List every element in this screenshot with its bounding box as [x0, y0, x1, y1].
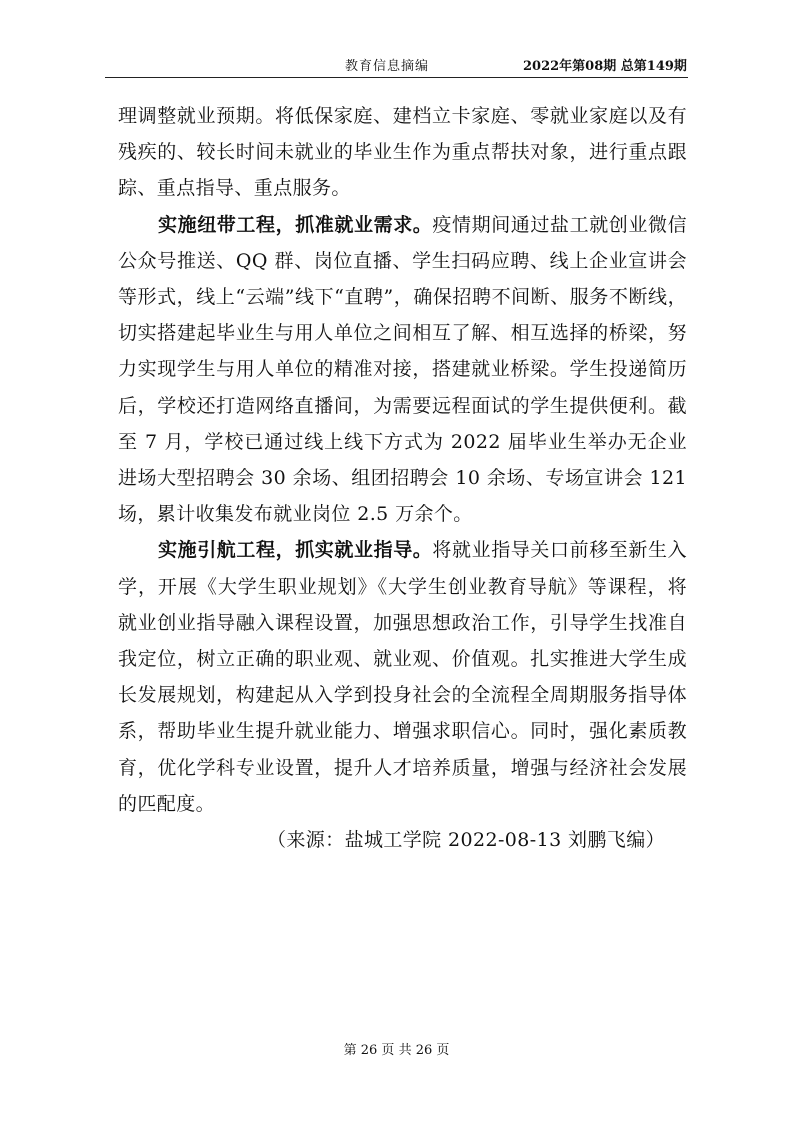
paragraph-text: 将就业指导关口前移至新生入学，开展《大学生职业规划》《大学生创业教育导航》等课程，将就业创业指导融入课程设置，加强思想政治工作，引导学生找准自我定位，树立正确的职业观、就业观、价值观。扎实推进大学生成长发展规划，构建起从入学到投身社会的全流程全周期服务指导体系，帮助毕业生提升就业能力、增强求职信心。同时，强化素质教育，优化学科专业设置，提升人才培养质量，增强与经济社会发展的匹配度。	[118, 539, 688, 815]
publication-title: 教育信息摘编	[345, 59, 430, 74]
article-body	[118, 98, 687, 858]
paragraph-lead: 实施纽带工程，抓准就业需求。	[158, 213, 433, 236]
page-header	[0, 53, 793, 75]
source-attribution: （来源：盐城工学院 2022-08-13 刘鹏飞编）	[266, 829, 665, 852]
paragraph-continuation	[118, 98, 687, 207]
paragraph-lead: 实施引航工程，抓实就业指导。	[158, 539, 433, 562]
issue-number: 2022年第08期 总第149期	[523, 59, 687, 74]
paragraph-guidance-project	[118, 532, 687, 822]
paragraph-text: 理调整就业预期。将低保家庭、建档立卡家庭、零就业家庭以及有残疾的、较长时间未就业的毕业生作为重点帮扶对象，进行重点跟踪、重点指导、重点服务。	[118, 105, 687, 200]
page-number: 第 26 页 共 26 页	[343, 1043, 450, 1058]
paragraph-liaison-project	[118, 207, 687, 533]
paragraph-text: 疫情期间通过盐工就创业微信公众号推送、QQ 群、岗位直播、学生扫码应聘、线上企业宣讲会等形式，线上“云端”线下“直聘”，确保招聘不间断、服务不断线，切实搭建起毕业生与用人单位之间相互了解、相互选择的桥梁，努力实现学生与用人单位的精准对接，搭建就业桥梁。学生投递简历后，学校还打造网络直播间，为需要远程面试的学生提供便利。截至 7 月，学校已通过线上线下方式为 2022 届毕业生举办无企业进场大型招聘会 30 余场、组团招聘会 10 余场、专场宣讲会 121 场，累计收集发布就业岗位 2.5 万余个。	[118, 213, 688, 526]
header-rule	[105, 77, 688, 78]
